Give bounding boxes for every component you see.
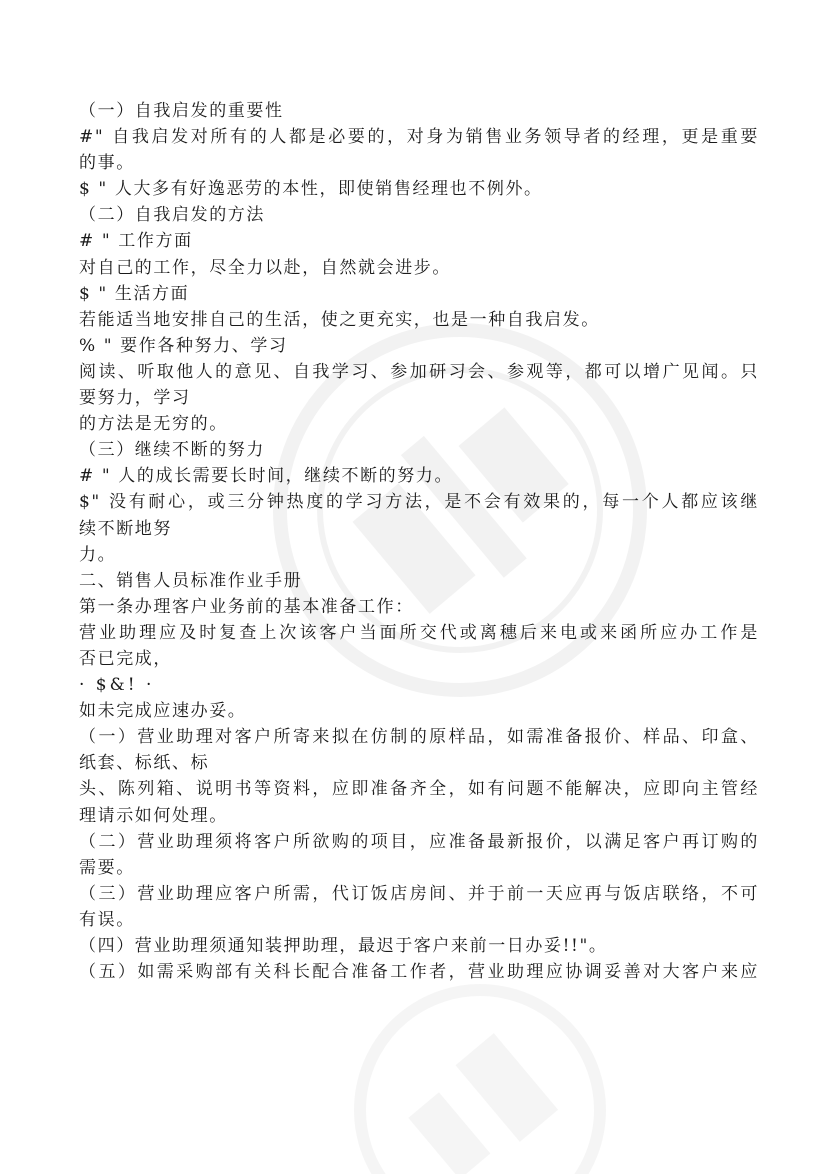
paragraph-line: 对自己的工作，尽全力以赴，自然就会进步。: [79, 257, 451, 278]
paragraph-line: 力。: [79, 544, 117, 565]
sub-heading: # " 工作方面: [79, 231, 193, 252]
section-heading: （二）自我启发的方法: [79, 205, 265, 226]
paragraph-line: 理请示如何处理。: [79, 805, 228, 826]
document-body: [79, 98, 759, 985]
paragraph-line: 阅读、听取他人的意见、自我学习、参加研习会、参观等，都可以增广见闻。只: [79, 361, 759, 382]
chapter-heading: 二、销售人员标准作业手册: [79, 570, 303, 591]
sub-heading: % " 要作各种努力、学习: [79, 335, 288, 356]
paragraph-line: 的事。: [79, 153, 135, 174]
paragraph-line: #" 自我启发对所有的人都是必要的，对身为销售业务领导者的经理，更是重要: [79, 127, 759, 148]
sub-heading: $ " 生活方面: [79, 283, 190, 304]
paragraph-line: 的方法是无穷的。: [79, 414, 228, 435]
paragraph-line: 续不断地努: [79, 518, 172, 539]
paragraph-line: 有误。: [79, 909, 135, 930]
paragraph-line: 若能适当地安排自己的生活，使之更充实，也是一种自我启发。: [79, 309, 600, 330]
paragraph-line: （一）营业助理对客户所寄来拟在仿制的原样品，如需准备报价、样品、印盒、: [79, 727, 759, 748]
section-heading: （一）自我启发的重要性: [79, 101, 284, 121]
paragraph-line: 如未完成应速办妥。: [79, 701, 247, 722]
paragraph-line: （二）营业助理须将客户所欲购的项目，应准备最新报价，以满足客户再订购的: [79, 831, 759, 852]
paragraph-line: 营业助理应及时复查上次该客户当面所交代或离穗后来电或来函所应办工作是: [79, 622, 759, 643]
section-heading: （三）继续不断的努力: [79, 440, 265, 461]
article-heading: 第一条办理客户业务前的基本准备工作：: [79, 596, 414, 617]
paragraph-line: （三）营业助理应客户所需，代订饭店房间、并于前一天应再与饭店联络，不可: [79, 883, 759, 904]
paragraph-line: （五）如需采购部有关科长配合准备工作者，营业助理应协调妥善对大客户来应: [79, 962, 759, 983]
paragraph-line: # " 人的成长需要长时间，继续不断的努力。: [79, 466, 454, 487]
paragraph-line: 头、陈列箱、说明书等资料，应即准备齐全，如有问题不能解决，应即向主管经: [79, 779, 759, 800]
paragraph-line: 需要。: [79, 857, 135, 878]
paragraph-line: $ " 人大多有好逸恶劳的本性，即使销售经理也不例外。: [79, 179, 543, 200]
paragraph-line: （四）营业助理须通知装押助理，最迟于客户来前一日办妥!!"。: [79, 936, 608, 956]
paragraph-line: $" 没有耐心，或三分钟热度的学习方法，是不会有效果的，每一个人都应该继: [79, 492, 759, 513]
paragraph-line: 要努力，学习: [79, 388, 191, 409]
page-marker: · $&! ·: [79, 675, 155, 696]
paragraph-line: 纸套、标纸、标: [79, 753, 210, 774]
paragraph-line: 否已完成，: [79, 648, 172, 669]
